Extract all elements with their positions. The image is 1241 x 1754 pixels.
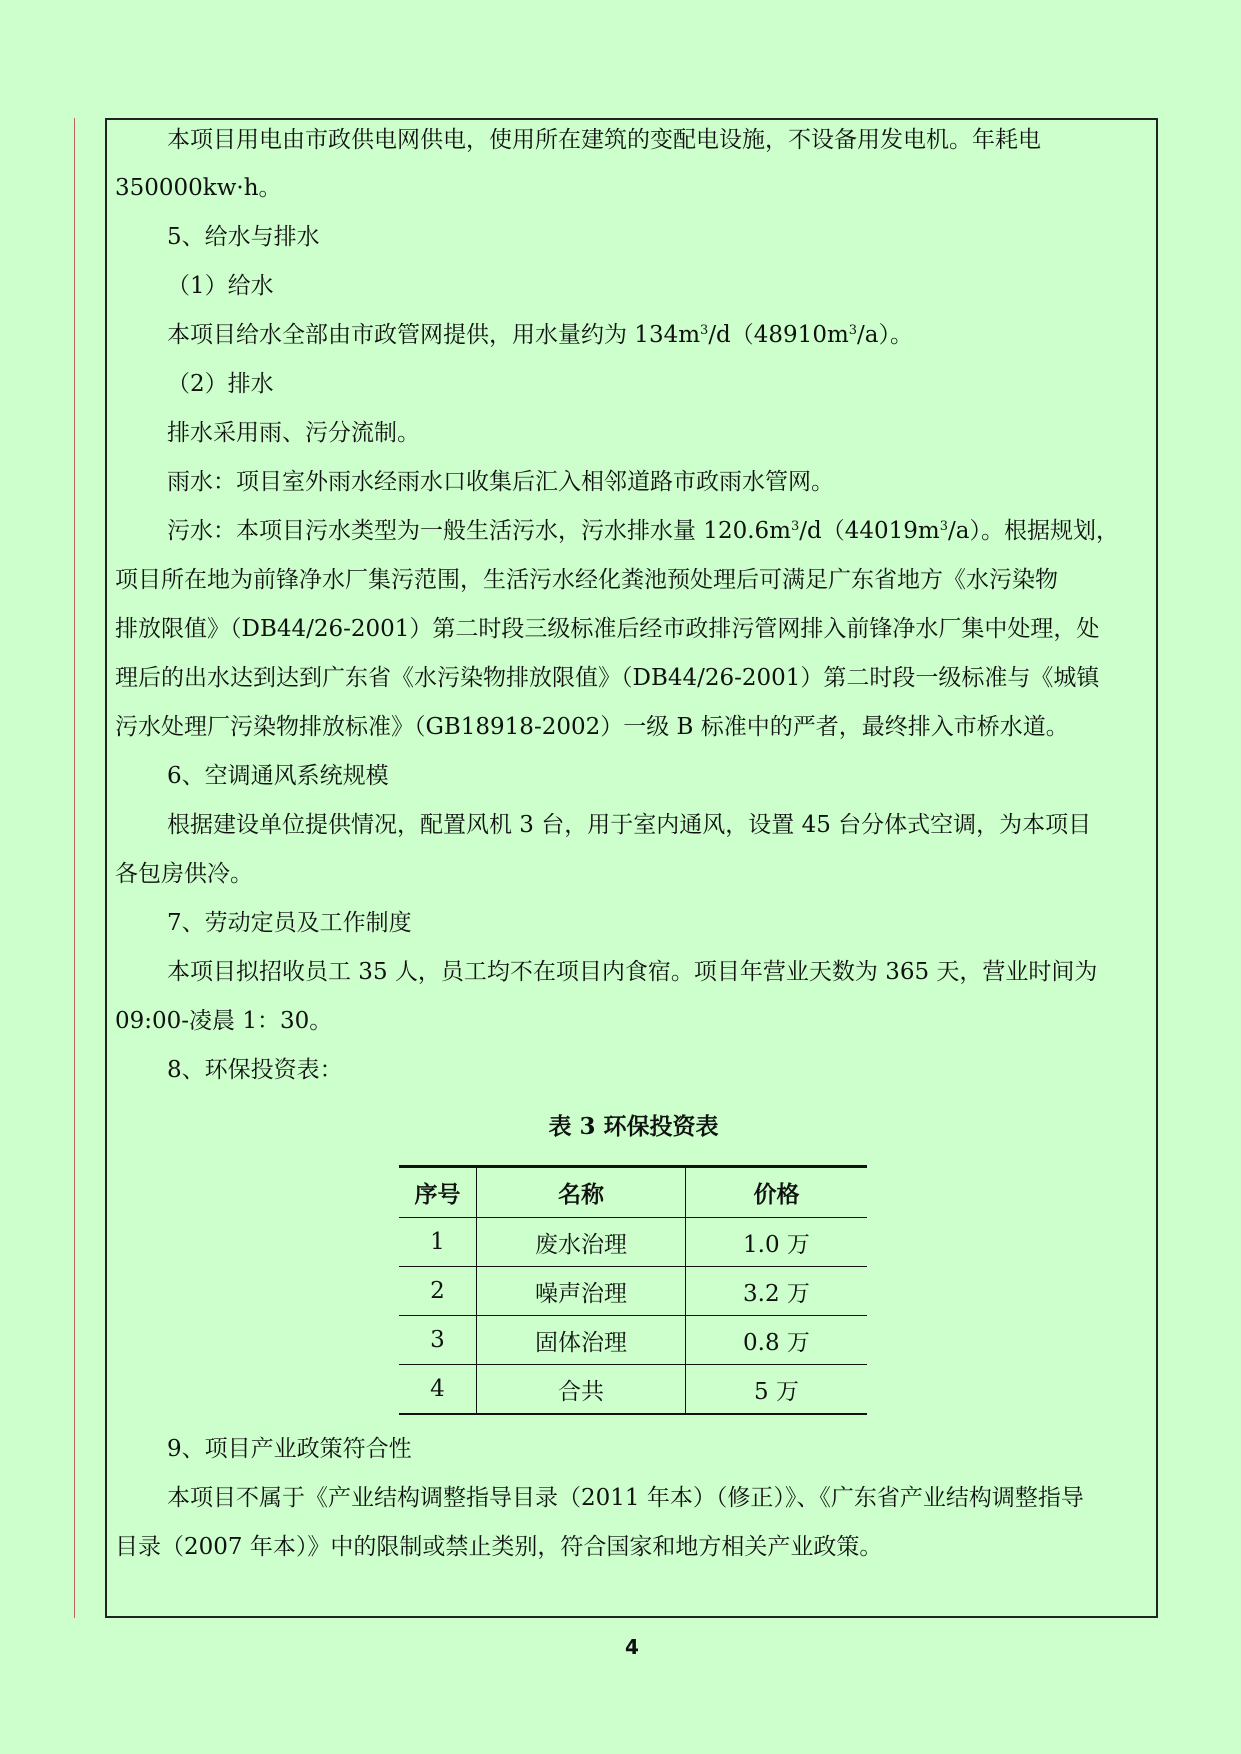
paragraph-power-line-1: 本项目用电由市政供电网供电，使用所在建筑的变配电设施，不设备用发电机。年耗电 [167,127,1041,153]
table-cell: 2 [399,1267,477,1316]
heading-drainage: （2）排水 [167,371,274,397]
heading-water-supply: （1）给水 [167,273,274,299]
paragraph-policy-line-1: 本项目不属于《产业结构调整指导目录（2011 年本）（修正）》、《广东省产业结构调整指导 [167,1485,1084,1511]
content-frame [105,118,1158,1618]
paragraph-drain-system: 排水采用雨、污分流制。 [167,420,420,446]
table-cell: 4 [399,1365,477,1415]
paragraph-sewage-line-3: 排放限值》（DB44/26-2001）第二时段三级标准后经市政排污管网排入前锋净水厂集中处理，处 [115,616,1100,642]
paragraph-staffing-line-2: 09:00-凌晨 1：30。 [115,1008,333,1034]
margin-rule [74,118,75,1618]
heading-hvac: 6、空调通风系统规模 [167,763,389,789]
table-header-cell: 名称 [477,1167,686,1218]
heading-water: 5、给水与排水 [167,224,320,250]
paragraph-rainwater: 雨水：项目室外雨水经雨水口收集后汇入相邻道路市政雨水管网。 [167,469,834,495]
table-title: 表 3 环保投资表 [548,1113,719,1140]
table-cell: 1.0 万 [686,1218,868,1267]
paragraph-sewage-line-1: 污水：本项目污水类型为一般生活污水，污水排水量 $120.6m^3/d(44019m^3/a)$。根据规划， [167,518,1119,544]
table-cell: 0.8 万 [686,1316,868,1365]
heading-industrial-policy: 9、项目产业政策符合性 [167,1436,412,1462]
paragraph-water-supply: 本项目给水全部由市政管网提供，用水量约为 $134m^3/d(48910m^3/a)$。 [167,322,914,348]
table-row [399,1218,867,1267]
table-cell: 固体治理 [477,1316,686,1365]
heading-staffing: 7、劳动定员及工作制度 [167,910,412,936]
table-row [399,1267,867,1316]
heading-env-investment: 8、环保投资表： [167,1057,343,1083]
table-header-cell: 价格 [686,1167,868,1218]
table-cell: 1 [399,1218,477,1267]
table-header-cell: 序号 [399,1167,477,1218]
table-cell: 5 万 [686,1365,868,1415]
paragraph-sewage-line-2: 项目所在地为前锋净水厂集污范围，生活污水经化粪池预处理后可满足广东省地方《水污染物 [115,567,1058,593]
paragraph-sewage-line-4: 理后的出水达到达到广东省《水污染物排放限值》（DB44/26-2001）第二时段一级标准与《城镇 [115,665,1100,691]
table-row [399,1316,867,1365]
paragraph-staffing-line-1: 本项目拟招收员工 35 人，员工均不在项目内食宿。项目年营业天数为 365 天，营业时间为 [167,959,1098,985]
table-cell: 3 [399,1316,477,1365]
table-cell: 合共 [477,1365,686,1415]
page-number: 4 [625,1635,639,1659]
env-investment-table [399,1165,867,1415]
table-row [399,1365,867,1415]
paragraph-sewage-line-5: 污水处理厂污染物排放标准》（GB18918-2002）一级 B 标准中的严者，最终排入市桥水道。 [115,714,1069,740]
paragraph-power-line-2: 350000kw·h。 [115,175,282,201]
table-cell: 3.2 万 [686,1267,868,1316]
paragraph-hvac-line-2: 各包房供冷。 [115,861,253,887]
table-header-row [399,1167,867,1218]
table-cell: 废水治理 [477,1218,686,1267]
table-cell: 噪声治理 [477,1267,686,1316]
paragraph-hvac-line-1: 根据建设单位提供情况，配置风机 3 台，用于室内通风，设置 45 台分体式空调，为本项目 [167,812,1092,838]
paragraph-policy-line-2: 目录（2007 年本）》中的限制或禁止类别，符合国家和地方相关产业政策。 [115,1534,883,1560]
